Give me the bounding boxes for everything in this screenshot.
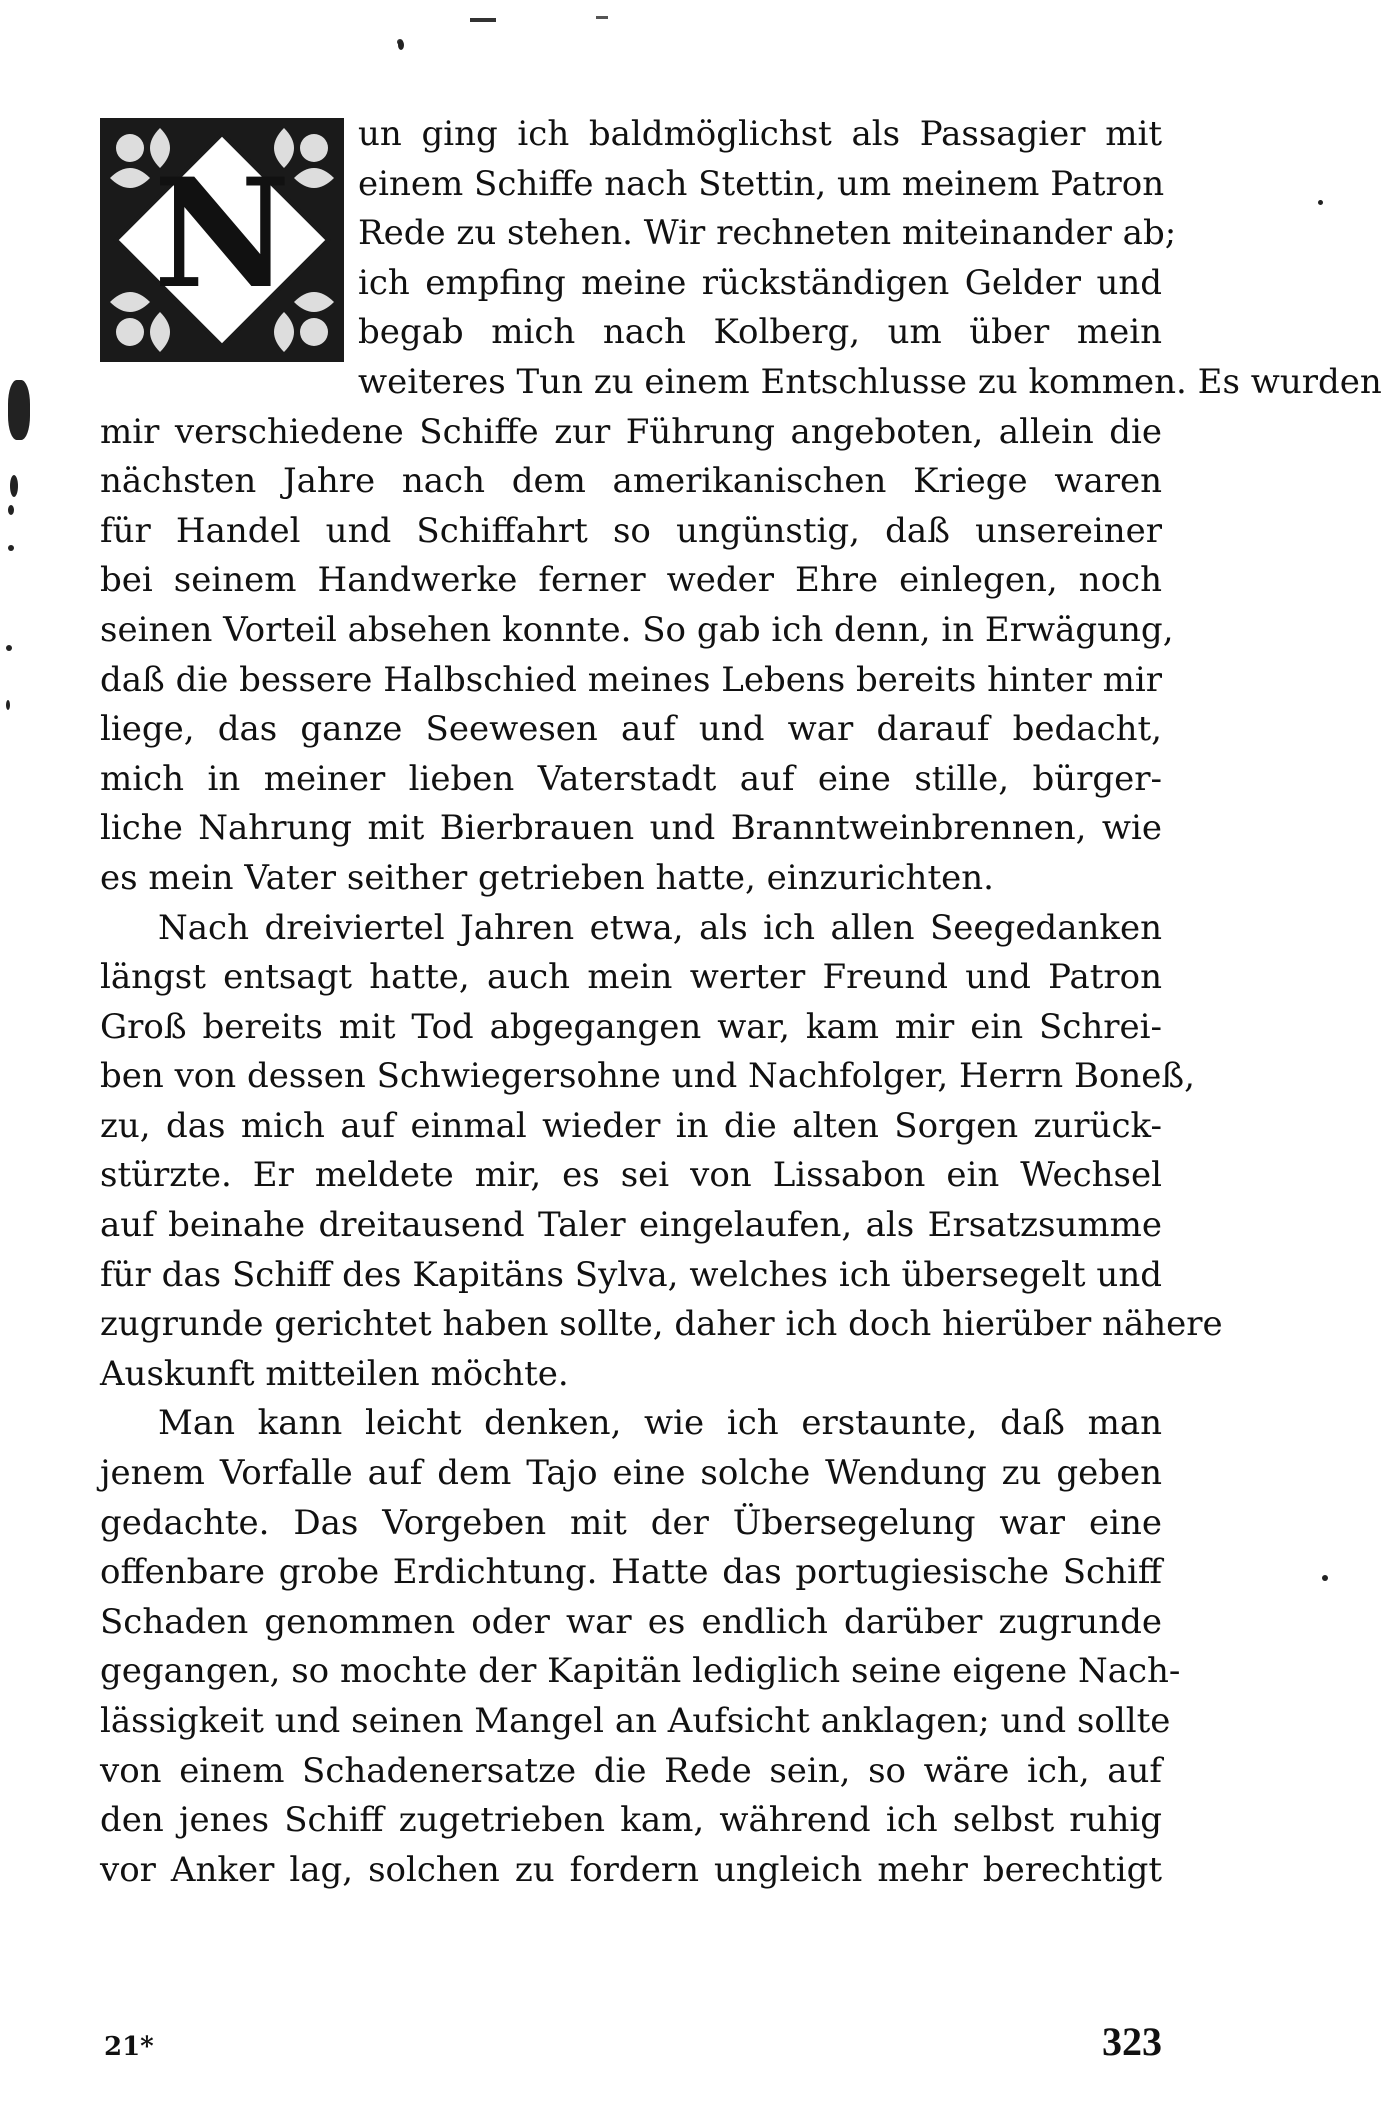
text-block xyxy=(100,110,1382,1895)
scan-speck xyxy=(6,700,10,710)
decorative-initial-n xyxy=(100,118,344,362)
text-line: einem Schiffe nach Stettin, um meinem Patron xyxy=(358,163,1165,204)
text-line: Nach dreiviertel Jahren etwa, als ich allen Seegedanken xyxy=(158,907,1162,948)
signature-mark: 21* xyxy=(104,2032,154,2062)
text-line: Schaden genommen oder war es endlich darüber zugrunde xyxy=(100,1601,1162,1642)
scan-speck xyxy=(6,645,12,651)
text-line: weiteres Tun zu einem Entschlusse zu kommen. Es wurden xyxy=(358,361,1382,402)
text-line: liege, das ganze Seewesen auf und war darauf bedacht, xyxy=(100,709,1162,750)
scan-speck xyxy=(1318,200,1323,205)
text-line: lässigkeit und seinen Mangel an Aufsicht anklagen; und sollte xyxy=(100,1701,1171,1741)
text-line: stürzte. Er meldete mir, es sei von Lissabon ein Wechsel xyxy=(100,1155,1162,1196)
scan-speck xyxy=(8,505,14,515)
top-scan-marks xyxy=(470,10,630,50)
text-line: liche Nahrung mit Bierbrauen und Branntweinbrennen, wie xyxy=(100,808,1162,849)
text-line: ich empfing meine rückständigen Gelder und xyxy=(358,262,1162,303)
initial-letter: N xyxy=(153,146,291,322)
text-line: nächsten Jahre nach dem amerikanischen Kriege waren xyxy=(100,461,1162,502)
scan-speck xyxy=(8,380,30,440)
text-line: Rede zu stehen. Wir rechneten miteinander ab; xyxy=(358,213,1177,254)
text-line: von einem Schadenersatze die Rede sein, so wäre ich, auf xyxy=(100,1750,1162,1791)
paragraph-2 xyxy=(100,904,1223,1400)
text-line: für das Schiff des Kapitäns Sylva, welches ich übersegelt und xyxy=(100,1254,1162,1295)
scan-speck xyxy=(10,475,18,497)
scan-speck xyxy=(1322,1575,1328,1581)
scan-speck xyxy=(398,40,404,50)
text-line: Groß bereits mit Tod abgegangen war, kam mir ein Schrei- xyxy=(100,1006,1162,1047)
scan-speck xyxy=(8,545,14,551)
paragraph-3 xyxy=(100,1399,1181,1895)
text-line: gedachte. Das Vorgeben mit der Übersegelung war eine xyxy=(100,1502,1162,1543)
text-line: es mein Vater seither getrieben hatte, einzurichten. xyxy=(100,857,994,898)
text-line: jenem Vorfalle auf dem Tajo eine solche Wendung zu geben xyxy=(100,1453,1162,1494)
text-line: auf beinahe dreitausend Taler eingelaufen, als Ersatzsumme xyxy=(100,1205,1162,1246)
text-line: begab mich nach Kolberg, um über mein xyxy=(358,312,1162,353)
text-line: mich in meiner lieben Vaterstadt auf eine stille, bürger- xyxy=(100,758,1162,799)
text-line: für Handel und Schiffahrt so ungünstig, daß unsereiner xyxy=(100,510,1162,551)
text-line: Auskunft mitteilen möchte. xyxy=(100,1353,569,1394)
text-line: den jenes Schiff zugetrieben kam, während ich selbst ruhig xyxy=(100,1800,1162,1841)
text-line: zu, das mich auf einmal wieder in die alten Sorgen zurück- xyxy=(100,1105,1162,1146)
text-line: gegangen, so mochte der Kapitän lediglich seine eigene Nach- xyxy=(100,1651,1181,1692)
text-line: vor Anker lag, solchen zu fordern ungleich mehr berechtigt xyxy=(100,1849,1162,1890)
text-line: Man kann leicht denken, wie ich erstaunte, daß man xyxy=(158,1403,1162,1444)
text-line: längst entsagt hatte, auch mein werter Freund und Patron xyxy=(100,957,1162,998)
text-line: daß die bessere Halbschied meines Lebens bereits hinter mir xyxy=(100,659,1162,700)
text-line: mir verschiedene Schiffe zur Führung angeboten, allein die xyxy=(100,411,1162,452)
text-line: seinen Vorteil absehen konnte. So gab ich denn, in Erwägung, xyxy=(100,609,1174,650)
page-number: 323 xyxy=(1102,2019,1162,2064)
text-line: ben von dessen Schwiegersohne und Nachfolger, Herrn Boneß, xyxy=(100,1056,1195,1097)
text-line: offenbare grobe Erdichtung. Hatte das portugiesische Schiff xyxy=(100,1552,1162,1593)
text-line: bei seinem Handwerke ferner weder Ehre einlegen, noch xyxy=(100,560,1162,601)
text-line: zugrunde gerichtet haben sollte, daher ich doch hierüber nähere xyxy=(100,1304,1223,1345)
text-line: un ging ich baldmöglichst als Passagier mit xyxy=(358,114,1162,154)
